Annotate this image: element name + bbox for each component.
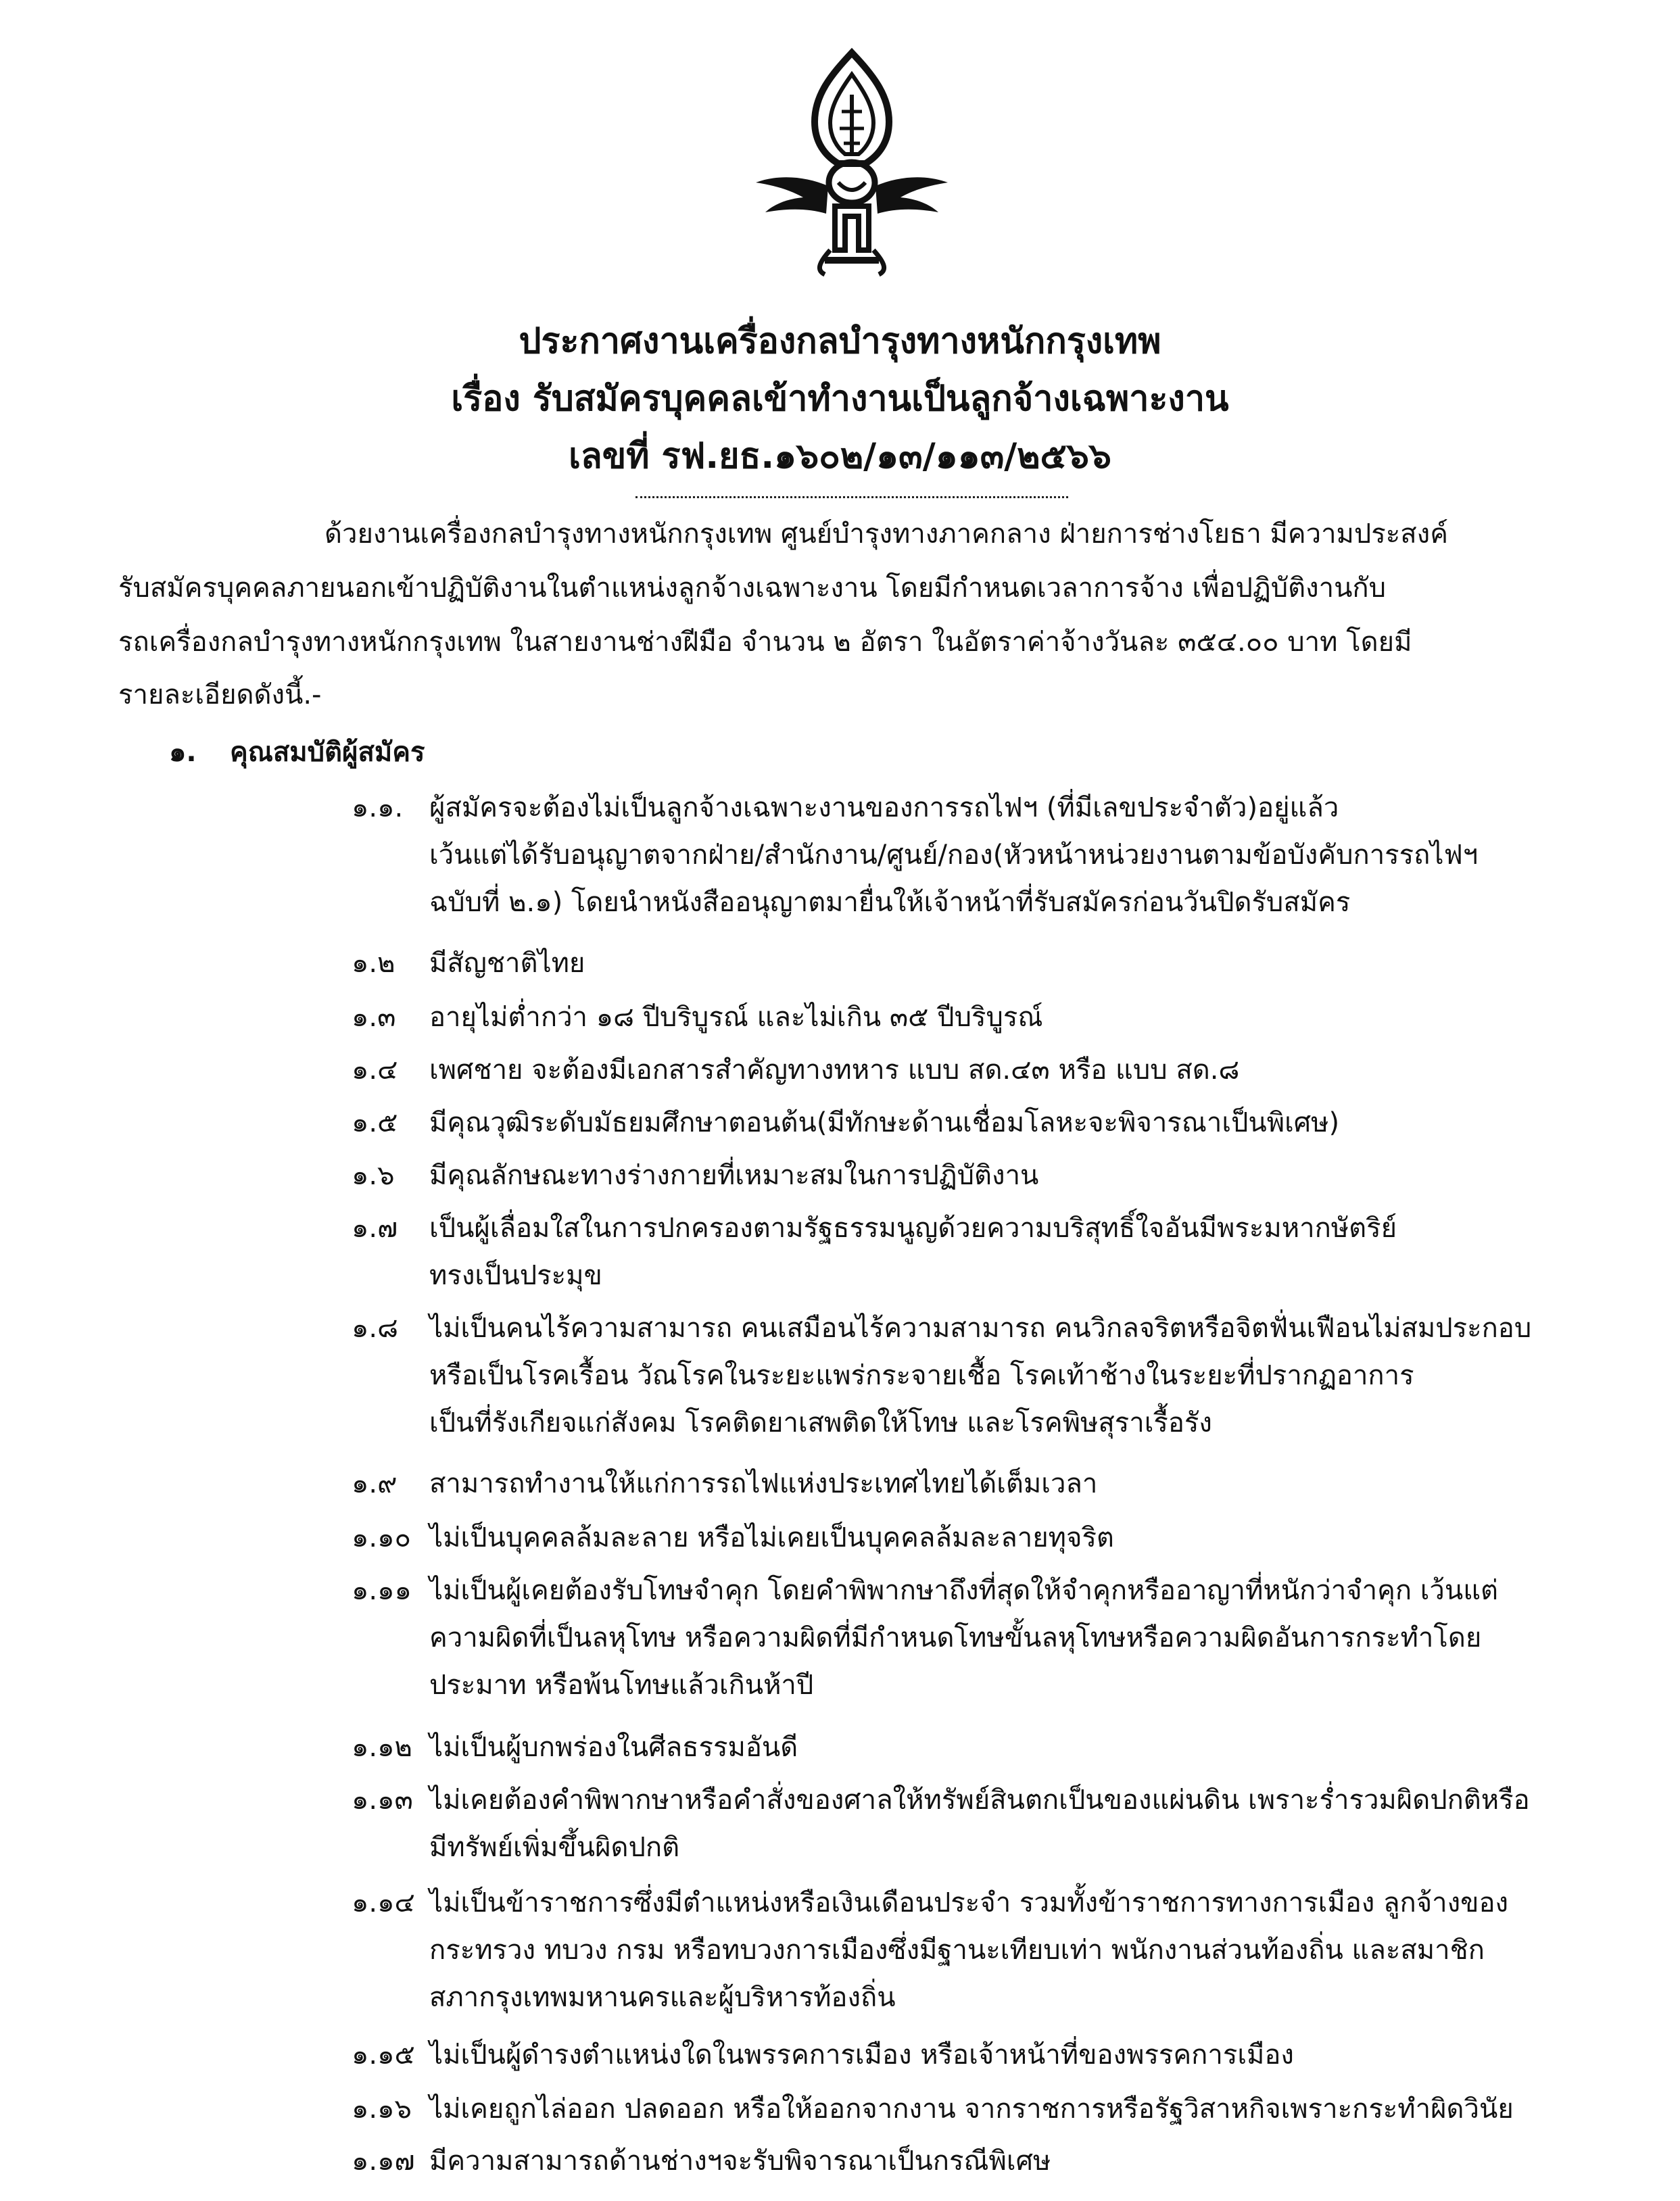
section-number: ๑. [169,737,197,768]
qualification-item-text [429,994,1599,1041]
qualification-item-number: ๑.๑๗ [352,2146,415,2177]
qualification-item-number: ๑.๑. [352,792,404,823]
qualification-item-text [429,1724,1599,1771]
qualification-item-text [429,2137,1599,2185]
qualification-item-line: มีทรัพย์เพิ่มขึ้นผิดปกติ [429,1832,680,1863]
qualification-item-line: ไม่เป็นผู้บกพร่องในศีลธรรมอันดี [429,1732,798,1763]
qualification-item-text [429,1305,1599,1447]
qualification-item-line: เป็นผู้เลื่อมใสในการปกครองตามรัฐธรรมนูญด้วยความบริสุทธิ์ใจอันมีพระมหากษัตริย์ [429,1213,1397,1244]
qualification-item-number: ๑.๑๖ [352,2094,412,2125]
qualification-item-number: ๑.๑๐ [352,1522,411,1553]
qualification-item-text [429,784,1599,926]
qualification-item-number: ๑.๓ [352,1002,396,1033]
qualification-item-number: ๑.๑๑ [352,1575,412,1606]
qualification-item-number: ๑.๗ [352,1213,398,1244]
qualification-item-line: สภากรุงเทพมหานครและผู้บริหารท้องถิ่น [429,1982,896,2013]
intro-line: รายละเอียดดังนี้.- [118,679,322,710]
qualification-item-text [429,1514,1599,1562]
qualification-item-text [429,1205,1599,1299]
qualification-item-number: ๑.๔ [352,1055,398,1086]
announcement-number: เลขที่ รฟ.ยธ.๑๖๐๒/๑๓/๑๑๓/๒๕๖๖ [569,436,1111,477]
qualification-item-line: มีสัญชาติไทย [429,948,585,979]
qualification-item-text [429,1460,1599,1507]
qualification-item-text [429,1567,1599,1709]
qualification-item-line: ไม่เคยถูกไล่ออก ปลดออก หรือให้ออกจากงาน จากราชการหรือรัฐวิสาหกิจเพราะกระทำผิดวินัย [429,2094,1514,2125]
qualification-item-number: ๑.๑๕ [352,2039,415,2071]
qualification-item-text [429,2085,1599,2133]
qualification-item-line: มีความสามารถด้านช่างฯจะรับพิจารณาเป็นกรณีพิเศษ [429,2146,1051,2177]
qualification-item-number: ๑.๒ [352,948,395,979]
qualification-item-line: มีคุณลักษณะทางร่างกายที่เหมาะสมในการปฏิบัติงาน [429,1160,1039,1191]
qualification-item-line: ฉบับที่ ๒.๑) โดยนำหนังสืออนุญาตมายื่นให้เจ้าหน้าที่รับสมัครก่อนวันปิดรับสมัคร [429,887,1351,918]
qualification-item-line: ผู้สมัครจะต้องไม่เป็นลูกจ้างเฉพาะงานของการรถไฟฯ (ที่มีเลขประจำตัว)อยู่แล้ว [429,792,1339,823]
header-divider [635,496,1068,498]
qualification-item-line: ไม่เคยต้องคำพิพากษาหรือคำสั่งของศาลให้ทรัพย์สินตกเป็นของแผ่นดิน เพราะร่ำรวมผิดปกติหรือ [429,1785,1530,1816]
qualification-item-text [429,940,1599,987]
qualification-item-line: ประมาท หรือพ้นโทษแล้วเกินห้าปี [429,1670,814,1701]
qualification-item-line: ไม่เป็นข้าราชการซึ่งมีตำแหน่งหรือเงินเดือนประจำ รวมทั้งข้าราชการทางการเมือง ลูกจ้างของ [429,1887,1509,1918]
qualification-item-line: กระทรวง ทบวง กรม หรือทบวงการเมืองซึ่งมีฐานะเทียบเท่า พนักงานส่วนท้องถิ่น และสมาชิก [429,1935,1485,1966]
state-railway-emblem-icon [750,47,953,277]
intro-line: ด้วยงานเครื่องกลบำรุงทางหนักกรุงเทพ ศูนย์บำรุงทางภาคกลาง ฝ่ายการช่างโยธา มีความประสงค์ [325,518,1448,550]
qualification-item-text [429,1879,1599,2021]
qualification-item-text [429,1776,1599,1871]
qualification-item-text [429,1099,1599,1146]
qualification-item-line: ไม่เป็นบุคคลล้มละลาย หรือไม่เคยเป็นบุคคลล้มละลายทุจริต [429,1522,1114,1553]
qualification-item-line: ความผิดที่เป็นลหุโทษ หรือความผิดที่มีกำหนดโทษขั้นลหุโทษหรือความผิดอันการกระทำโดย [429,1622,1482,1653]
section-title: คุณสมบัติผู้สมัคร [230,737,425,768]
qualification-item-number: ๑.๘ [352,1313,398,1344]
qualification-item-number: ๑.๑๓ [352,1785,413,1816]
qualification-item-line: อายุไม่ต่ำกว่า ๑๘ ปีบริบูรณ์ และไม่เกิน ๓๕ ปีบริบูรณ์ [429,1002,1043,1033]
qualification-item-line: ทรงเป็นประมุข [429,1260,602,1291]
qualification-item-number: ๑.๕ [352,1107,398,1138]
qualification-item-line: ไม่เป็นผู้ดำรงตำแหน่งใดในพรรคการเมือง หรือเจ้าหน้าที่ของพรรคการเมือง [429,2039,1294,2071]
qualification-item-number: ๑.๑๔ [352,1887,415,1918]
qualification-item-text [429,2031,1599,2079]
qualification-item-line: เว้นแต่ได้รับอนุญาตจากฝ่าย/สำนักงาน/ศูนย์/กอง(หัวหน้าหน่วยงานตามข้อบังคับการรถไฟฯ [429,840,1479,871]
announcement-title: ประกาศงานเครื่องกลบำรุงทางหนักกรุงเทพ [519,321,1161,362]
intro-line: รับสมัครบุคคลภายนอกเข้าปฏิบัติงานในตำแหน่งลูกจ้างเฉพาะงาน โดยมีกำหนดเวลาการจ้าง เพื่อปฏิบัติงานกับ [118,573,1387,604]
announcement-subject: เรื่อง รับสมัครบุคคลเข้าทำงานเป็นลูกจ้างเฉพาะงาน [451,379,1229,419]
qualification-item-number: ๑.๖ [352,1160,395,1191]
qualification-item-line: หรือเป็นโรคเรื้อน วัณโรคในระยะแพร่กระจายเชื้อ โรคเท้าช้างในระยะที่ปรากฏอาการ [429,1360,1414,1391]
qualification-item-line: เป็นที่รังเกียจแก่สังคม โรคติดยาเสพติดให้โทษ และโรคพิษสุราเรื้อรัง [429,1407,1212,1438]
qualification-item-number: ๑.๙ [352,1468,398,1499]
qualification-item-text [429,1046,1599,1094]
qualification-item-line: มีคุณวุฒิระดับมัธยมศึกษาตอนต้น(มีทักษะด้านเชื่อมโลหะจะพิจารณาเป็นพิเศษ) [429,1107,1340,1138]
section-heading [169,732,425,773]
intro-line: รถเครื่องกลบำรุงทางหนักกรุงเทพ ในสายงานช่างฝีมือ จำนวน ๒ อัตรา ในอัตราค่าจ้างวันละ ๓๕๔.๐๐ บาท โดยมี [118,627,1412,658]
qualification-item-text [429,1152,1599,1199]
qualification-item-line: ไม่เป็นคนไร้ความสามารถ คนเสมือนไร้ความสามารถ คนวิกลจริตหรือจิตฟั่นเฟือนไม่สมประกอบ [429,1313,1532,1344]
qualification-item-line: เพศชาย จะต้องมีเอกสารสำคัญทางทหาร แบบ สด.๔๓ หรือ แบบ สด.๘ [429,1055,1240,1086]
qualification-item-line: สามารถทำงานให้แก่การรถไฟแห่งประเทศไทยได้เต็มเวลา [429,1468,1098,1499]
qualification-item-number: ๑.๑๒ [352,1732,412,1763]
qualification-item-line: ไม่เป็นผู้เคยต้องรับโทษจำคุก โดยคำพิพากษาถึงที่สุดให้จำคุกหรืออาญาที่หนักว่าจำคุก เว้นแต่ [429,1575,1498,1606]
